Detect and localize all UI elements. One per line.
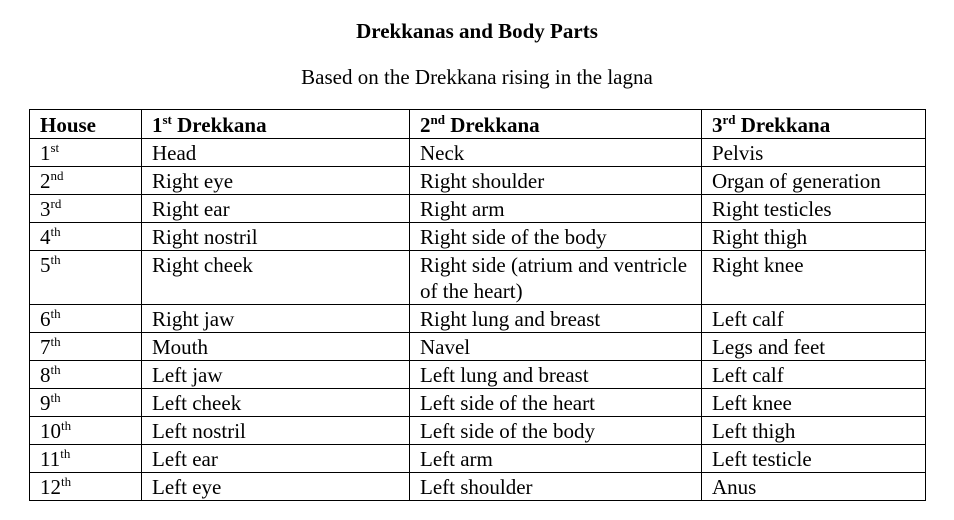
- house-cell: [30, 167, 142, 195]
- drekkana-1-cell: Head: [142, 139, 410, 167]
- header-ordinal-suffix: nd: [430, 112, 445, 127]
- house-number: 5: [40, 253, 51, 277]
- house-number: 8: [40, 363, 51, 387]
- house-cell: [30, 389, 142, 417]
- house-number: 10: [40, 419, 61, 443]
- table-header-row: [30, 110, 926, 139]
- header-drekkana-2: [410, 110, 702, 139]
- table-row: [30, 305, 926, 333]
- drekkana-3-cell: Legs and feet: [702, 333, 926, 361]
- house-ordinal-suffix: nd: [50, 168, 64, 183]
- drekkana-3-cell: Left testicle: [702, 445, 926, 473]
- drekkana-3-cell: Left calf: [702, 305, 926, 333]
- house-cell: [30, 417, 142, 445]
- header-ordinal-suffix: st: [162, 112, 172, 127]
- header-drekkana-3: [702, 110, 926, 139]
- header-label: Drekkana: [735, 113, 831, 137]
- drekkana-2-cell: Left shoulder: [410, 473, 702, 501]
- table-row: [30, 167, 926, 195]
- house-cell: [30, 139, 142, 167]
- header-house-label: House: [40, 113, 97, 137]
- table-row: [30, 361, 926, 389]
- drekkana-2-cell: Navel: [410, 333, 702, 361]
- drekkana-1-cell: Left nostril: [142, 417, 410, 445]
- header-number: 3: [712, 113, 723, 137]
- table-row: [30, 333, 926, 361]
- drekkana-1-cell: Left cheek: [142, 389, 410, 417]
- drekkana-2-cell: Right shoulder: [410, 167, 702, 195]
- drekkana-2-cell: Left side of the heart: [410, 389, 702, 417]
- drekkana-1-cell: Left eye: [142, 473, 410, 501]
- house-cell: [30, 445, 142, 473]
- drekkana-1-cell: Right nostril: [142, 223, 410, 251]
- drekkana-3-cell: Right thigh: [702, 223, 926, 251]
- house-ordinal-suffix: th: [50, 224, 61, 239]
- house-ordinal-suffix: th: [61, 418, 72, 433]
- header-label: Drekkana: [444, 113, 540, 137]
- drekkana-3-cell: Pelvis: [702, 139, 926, 167]
- house-ordinal-suffix: th: [50, 362, 61, 377]
- house-cell: [30, 195, 142, 223]
- drekkana-3-cell: Left calf: [702, 361, 926, 389]
- house-ordinal-suffix: st: [50, 140, 60, 155]
- drekkana-3-cell: Left thigh: [702, 417, 926, 445]
- drekkana-2-cell: Right side of the body: [410, 223, 702, 251]
- house-cell: [30, 251, 142, 305]
- drekkana-table: [29, 109, 926, 501]
- house-cell: [30, 305, 142, 333]
- table-row: [30, 389, 926, 417]
- page-subtitle: Based on the Drekkana rising in the lagna: [301, 65, 653, 89]
- drekkana-2-cell: Right lung and breast: [410, 305, 702, 333]
- house-ordinal-suffix: th: [50, 334, 61, 349]
- table-row: [30, 139, 926, 167]
- drekkana-2-cell: Right arm: [410, 195, 702, 223]
- drekkana-1-cell: Right jaw: [142, 305, 410, 333]
- table-row: [30, 251, 926, 305]
- header-label: Drekkana: [171, 113, 267, 137]
- house-ordinal-suffix: th: [60, 446, 71, 461]
- house-number: 12: [40, 475, 61, 499]
- drekkana-2-cell: Left side of the body: [410, 417, 702, 445]
- drekkana-1-cell: Right cheek: [142, 251, 410, 305]
- drekkana-3-cell: Left knee: [702, 389, 926, 417]
- house-ordinal-suffix: th: [50, 252, 61, 267]
- house-ordinal-suffix: rd: [50, 196, 62, 211]
- drekkana-1-cell: Right eye: [142, 167, 410, 195]
- house-number: 1: [40, 141, 51, 165]
- table-row: [30, 417, 926, 445]
- table-row: [30, 223, 926, 251]
- house-number: 4: [40, 225, 51, 249]
- house-number: 7: [40, 335, 51, 359]
- drekkana-3-cell: Right testicles: [702, 195, 926, 223]
- drekkana-3-cell: Organ of generation: [702, 167, 926, 195]
- header-number: 1: [152, 113, 163, 137]
- house-cell: [30, 223, 142, 251]
- table-row: [30, 445, 926, 473]
- house-number: 3: [40, 197, 51, 221]
- house-cell: [30, 361, 142, 389]
- house-number: 6: [40, 307, 51, 331]
- house-number: 2: [40, 169, 51, 193]
- drekkana-1-cell: Left jaw: [142, 361, 410, 389]
- house-cell: [30, 333, 142, 361]
- drekkana-2-cell: Left lung and breast: [410, 361, 702, 389]
- header-house: [30, 110, 142, 139]
- drekkana-3-cell: Anus: [702, 473, 926, 501]
- header-ordinal-suffix: rd: [722, 112, 736, 127]
- drekkana-1-cell: Left ear: [142, 445, 410, 473]
- house-ordinal-suffix: th: [50, 390, 61, 405]
- house-ordinal-suffix: th: [61, 474, 72, 489]
- table-body: [30, 139, 926, 501]
- table-row: [30, 195, 926, 223]
- drekkana-3-cell: Right knee: [702, 251, 926, 305]
- house-number: 11: [40, 447, 61, 471]
- header-drekkana-1: [142, 110, 410, 139]
- drekkana-2-cell: Neck: [410, 139, 702, 167]
- house-ordinal-suffix: th: [50, 306, 61, 321]
- page-title: Drekkanas and Body Parts: [356, 19, 598, 43]
- drekkana-1-cell: Right ear: [142, 195, 410, 223]
- house-cell: [30, 473, 142, 501]
- drekkana-1-cell: Mouth: [142, 333, 410, 361]
- header-number: 2: [420, 113, 431, 137]
- drekkana-2-cell: Left arm: [410, 445, 702, 473]
- house-number: 9: [40, 391, 51, 415]
- drekkana-2-cell: Right side (atrium and ventricle of the heart): [410, 251, 702, 305]
- table-row: [30, 473, 926, 501]
